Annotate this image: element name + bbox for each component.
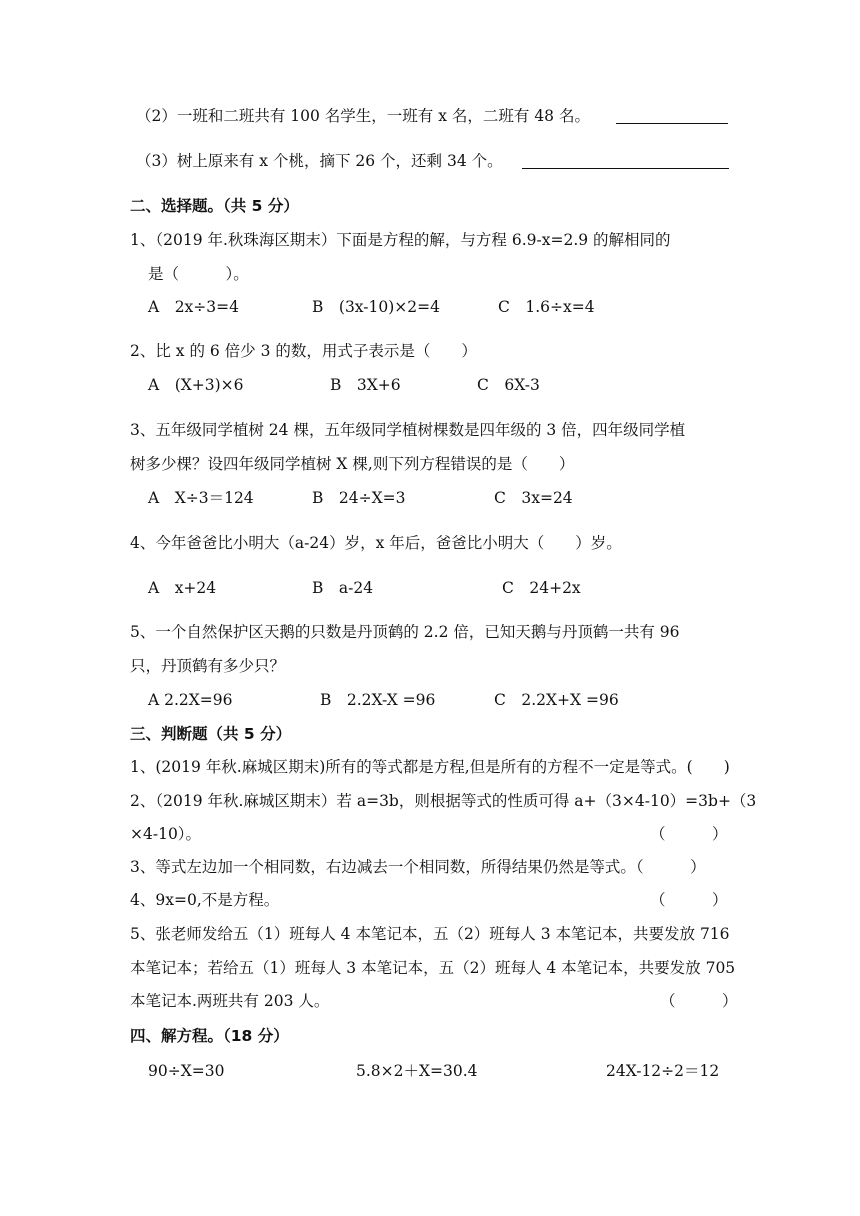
judge-q5-line3: 本笔记本.两班共有 203 人。 <box>130 992 330 1010</box>
choice-q1-option-c[interactable]: C 1.6÷x=4 <box>498 298 595 316</box>
choice-q2-line1: 2、比 x 的 6 倍少 3 的数，用式子表示是（ ） <box>130 342 477 360</box>
choice-q5-option-b[interactable]: B 2.2X-X =96 <box>320 691 436 709</box>
judge-q2-line1: 2、（2019 年秋.麻城区期末）若 a=3b，则根据等式的性质可得 a+（3×4-10）=3b+（3 <box>130 792 757 810</box>
judge-q2-answer-paren[interactable]: （ ） <box>650 825 728 843</box>
choice-q3-line1: 3、五年级同学植树 24 棵，五年级同学植树棵数是四年级的 3 倍，四年级同学植 <box>130 421 686 439</box>
fill-question-3: （3）树上原来有 x 个桃，摘下 26 个，还剩 34 个。 <box>136 152 503 170</box>
judge-q2-line2: ×4-10）。 <box>130 825 202 843</box>
choice-q1-line1: 1、（2019 年.秋珠海区期末）下面是方程的解，与方程 6.9-x=2.9 的解相同的 <box>130 231 671 249</box>
section-title-choice: 二、选择题。（共 5 分） <box>130 197 299 215</box>
choice-q3-option-a[interactable]: A X÷3＝124 <box>148 489 254 507</box>
choice-q2-option-b[interactable]: B 3X+6 <box>330 376 401 394</box>
equation-2: 5.8×2＋X=30.4 <box>356 1062 478 1080</box>
choice-q1-option-b[interactable]: B (3x-10)×2=4 <box>312 298 440 316</box>
judge-q5-answer-paren[interactable]: （ ） <box>660 992 738 1010</box>
judge-q5-line2: 本笔记本；若给五（1）班每人 3 本笔记本，五（2）班每人 4 本笔记本，共要发放 705 <box>130 959 736 977</box>
choice-q4-option-c[interactable]: C 24+2x <box>502 579 581 597</box>
judge-q4-answer-paren[interactable]: （ ） <box>650 891 728 909</box>
equation-1: 90÷X=30 <box>148 1062 225 1080</box>
section-title-judge: 三、判断题（共 5 分） <box>130 725 292 743</box>
judge-q4: 4、9x=0,不是方程。 <box>130 891 280 909</box>
fill-question-2: （2）一班和二班共有 100 名学生，一班有 x 名，二班有 48 名。 <box>136 107 590 125</box>
choice-q2-option-a[interactable]: A (X+3)×6 <box>148 376 244 394</box>
choice-q2-option-c[interactable]: C 6X-3 <box>477 376 540 394</box>
choice-q5-option-a[interactable]: A 2.2X=96 <box>148 691 233 709</box>
section-title-solve: 四、解方程。（18 分） <box>130 1027 289 1045</box>
judge-q5-line1: 5、张老师发给五（1）班每人 4 本笔记本，五（2）班每人 3 本笔记本，共要发放 716 <box>130 925 730 943</box>
choice-q4-line1: 4、今年爸爸比小明大（a-24）岁，x 年后，爸爸比小明大（ ）岁。 <box>130 534 622 552</box>
equation-3: 24X-12÷2＝12 <box>606 1062 720 1080</box>
choice-q1-option-a[interactable]: A 2x÷3=4 <box>148 298 239 316</box>
choice-q4-option-b[interactable]: B a-24 <box>312 579 374 597</box>
answer-blank-3[interactable] <box>522 168 729 169</box>
answer-blank-2[interactable] <box>616 123 728 124</box>
choice-q4-option-a[interactable]: A x+24 <box>148 579 217 597</box>
judge-q3: 3、等式左边加一个相同数，右边减去一个相同数，所得结果仍然是等式。（ ） <box>130 858 706 876</box>
choice-q3-option-c[interactable]: C 3x=24 <box>494 489 573 507</box>
choice-q5-line1: 5、一个自然保护区天鹅的只数是丹顶鹤的 2.2 倍，已知天鹅与丹顶鹤一共有 96 <box>130 623 680 641</box>
choice-q1-line2: 是（ ）。 <box>148 265 249 283</box>
choice-q3-option-b[interactable]: B 24÷X=3 <box>312 489 406 507</box>
choice-q5-option-c[interactable]: C 2.2X+X =96 <box>494 691 619 709</box>
choice-q3-line2: 树多少棵？设四年级同学植树 X 棵,则下列方程错误的是（ ） <box>130 455 575 473</box>
choice-q5-line2: 只，丹顶鹤有多少只？ <box>130 657 286 675</box>
judge-q1: 1、(2019 年秋.麻城区期末)所有的等式都是方程,但是所有的方程不一定是等式。( ) <box>130 758 730 776</box>
